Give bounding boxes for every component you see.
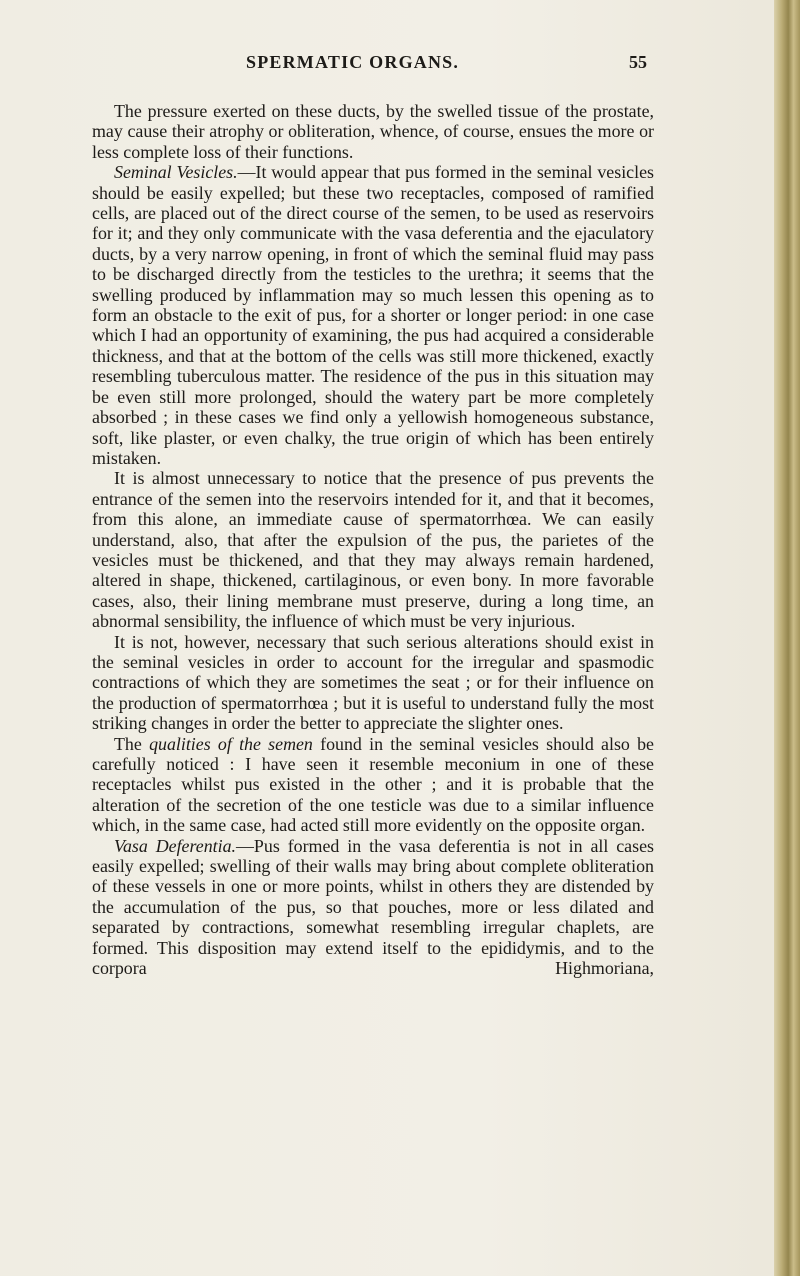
paragraph-text: —Pus formed in the vasa deferentia is not in all cases easily expelled; swelling of their walls may bring about complete obliteration of these vessels in one or more points, whilst in others they are distended by the accumulation of the pus, so that pouches, more or less dilated and separated by contractions, somewhat resembling irregular chaplets, are formed. This disposition may extend itself to the epididymis, and to the corpora Highmoriana, [92, 835, 654, 979]
paragraph-qualities-of-semen [92, 734, 654, 836]
page-header [0, 52, 800, 76]
paragraph-text: It is almost unnecessary to notice that the presence of pus prevents the entrance of the semen into the reservoirs intended for it, and that it becomes, from this alone, an immediate cause of spermatorrhœa. We can easily understand, also, that after the expulsion of the pus, the parietes of the vesicles must be thickened, and that they may always remain hardened, altered in shape, thickened, cartilaginous, or even bony. In more favorable cases, also, their lining membrane must preserve, during a long time, an abnormal sensibility, the influence of which must be very injurious. [92, 468, 654, 632]
paragraph-3 [92, 468, 654, 631]
paragraph-text: The pressure exerted on these ducts, by the swelled tissue of the prostate, may cause their atrophy or obliteration, whence, of course, ensues the more or less complete loss of their functions. [92, 101, 654, 162]
paragraph-vasa-deferentia [92, 836, 654, 979]
paragraph-text: It is not, however, necessary that such serious alterations should exist in the seminal vesicles in order to account for the irregular and spasmodic contractions of which they are sometimes the seat ; or for their influence on the production of spermatorrhœa ; but it is useful to understand fully the most striking changes in order the better to appreciate the slighter ones. [92, 631, 654, 734]
paragraph-text-lead: The [114, 733, 150, 754]
section-heading-seminal-vesicles: Seminal Vesicles. [114, 162, 238, 183]
paragraph-4 [92, 632, 654, 734]
page-number: 55 [629, 52, 647, 72]
italic-phrase-qualities-of-semen: qualities of the semen [149, 733, 313, 754]
section-heading-vasa-deferentia: Vasa Deferentia. [114, 835, 237, 856]
page-edge-binding [774, 0, 800, 1276]
paragraph-text: found in the seminal vesicles should also be carefully noticed : I have seen it resemble meconium in one of these receptacles whilst pus existed in the other ; and it is probable that the alteration of the secretion of the one testicle was due to a similar influence which, in the same case, had acted still more evidently on the opposite organ. [92, 733, 654, 836]
body-text [92, 101, 654, 978]
paragraph-seminal-vesicles [92, 162, 654, 468]
running-head: SPERMATIC ORGANS. [246, 52, 460, 72]
paragraph-text: —It would appear that pus formed in the seminal vesicles should be easily expelled; but these two receptacles, composed of ramified cells, are placed out of the direct course of the semen, to be used as reservoirs for it; and they only communicate with the vasa deferentia and the ejaculatory ducts, by a very narrow opening, in front of which the seminal fluid may pass to be discharged directly from the testicles to the urethra; it seems that the swelling produced by inflammation may so much lessen this opening as to form an obstacle to the exit of pus, for a shorter or longer period: in one case which I had an opportunity of examining, the pus had acquired a considerable thickness, and that at the bottom of the cells was still more thickened, exactly resembling tuberculous matter. The residence of the pus in this situation may be even still more prolonged, should the watery part be more completely absorbed ; in these cases we find only a yellowish homogeneous substance, soft, like plaster, or even chalky, the true origin of which has been entirely mistaken. [92, 162, 654, 468]
paragraph-1 [92, 101, 654, 162]
